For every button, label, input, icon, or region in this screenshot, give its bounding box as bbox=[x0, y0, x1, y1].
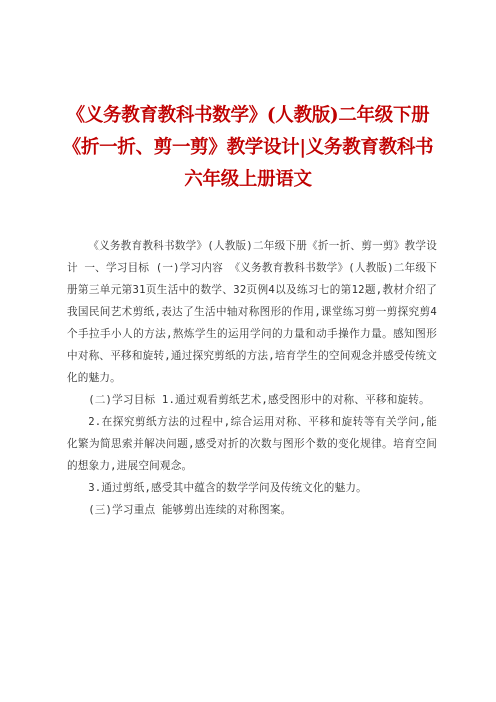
paragraph-objective-3: 3.通过剪纸,感受其中蕴含的数学学问及传统文化的魅力。 bbox=[88, 482, 367, 494]
paragraph-intro: 《义务教育教科书数学》(人教版)二年级下册《折一折、剪一剪》教学设计 一、学习目标 (一)学习内容 《义务教育教科书数学》(人教版)二年级下册第三单元第31页生活中的数学、32页例4以及练习七的第12题,教材介绍了我国民间艺术剪纸,表达了生活中轴对称图形的作用,课堂练习剪一剪探究剪4个手拉手小人的方法,熬炼学生的运用学问的力量和动手操作力量。感知图形中对称、平移和旋转,通过探究剪纸的方法,培育学生的空间观念并感受传统文化的魅力。 bbox=[67, 240, 437, 384]
title-line-2: 《折一折、剪一剪》教学设计|义务教育教科书 bbox=[62, 137, 434, 158]
document-body bbox=[67, 235, 437, 521]
paragraph-key-points: (三)学习重点 能够剪出连续的对称图案。 bbox=[88, 504, 292, 516]
paragraph-objective-2: 2.在探究剪纸方法的过程中,综合运用对称、平移和旋转等有关学问,能化繁为简思索并解决问题,感受对折的次数与图形个数的变化规律。培育空间的想象力,进展空间观念。 bbox=[67, 416, 437, 472]
document-title bbox=[40, 100, 456, 196]
title-line-3: 六年级上册语文 bbox=[184, 169, 312, 190]
paragraph-objectives: (二)学习目标 1.通过观看剪纸艺术,感受图形中的对称、平移和旋转。 bbox=[88, 394, 430, 406]
title-line-1: 《义务教育教科书数学》(人教版)二年级下册 bbox=[66, 105, 430, 126]
